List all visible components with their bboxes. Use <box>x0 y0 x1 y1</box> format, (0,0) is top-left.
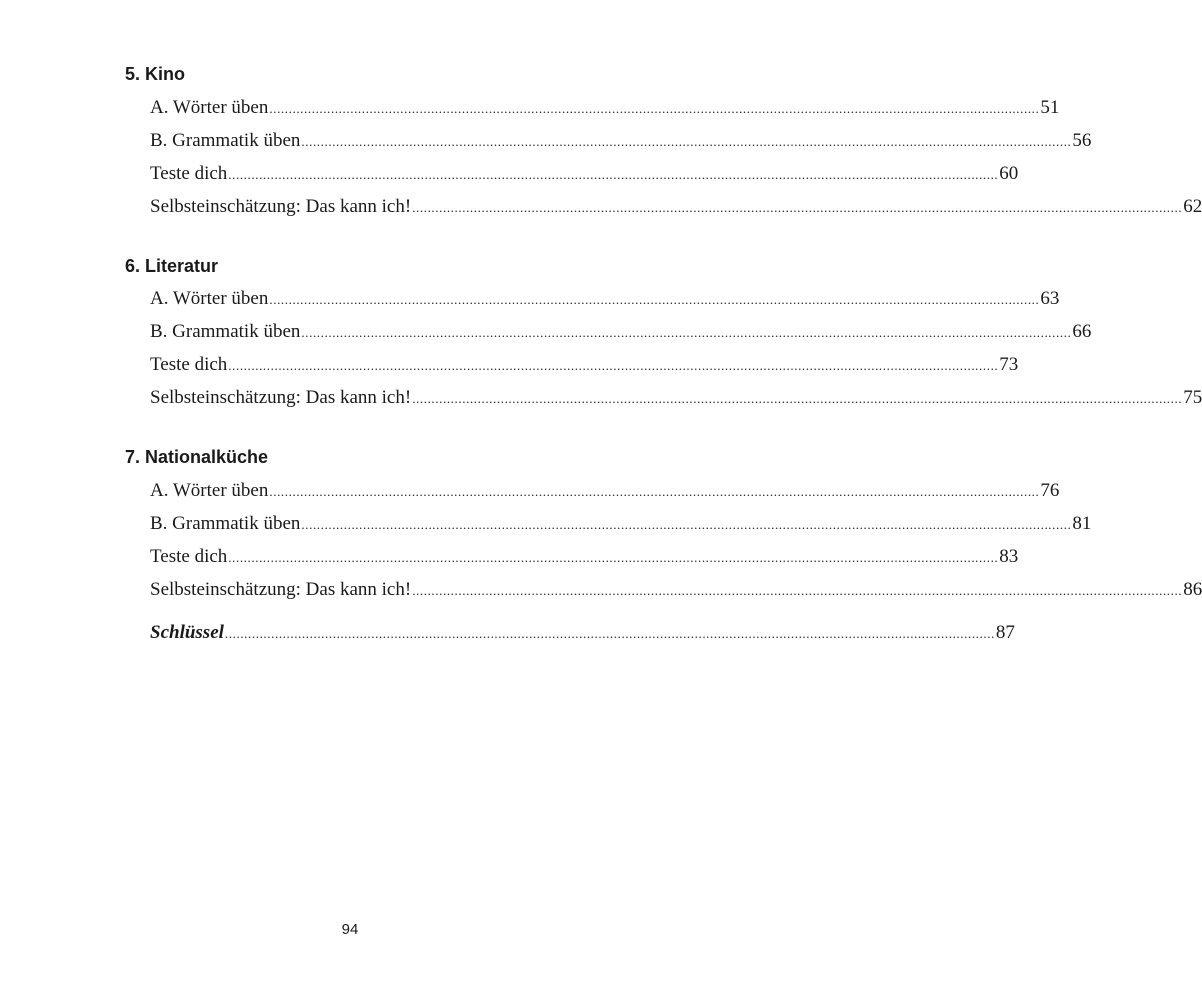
dot-leader: ........................................................................................................................................................................................................ <box>269 292 1040 307</box>
dot-leader: ........................................................................................................................................................................................................ <box>301 517 1072 532</box>
toc-entry[interactable] <box>150 478 1060 504</box>
section-title-literatur: 6. Literatur <box>125 256 219 276</box>
toc-entry-label: Teste dich <box>150 163 228 184</box>
toc-entry-label: B. Grammatik üben <box>150 130 301 151</box>
toc-entry[interactable] <box>150 385 1202 411</box>
toc-entry[interactable] <box>150 577 1202 603</box>
toc-entry[interactable] <box>150 286 1060 312</box>
toc-entry[interactable] <box>150 352 1019 378</box>
toc-entry-label: A. Wörter üben <box>150 480 269 501</box>
dot-leader: ........................................................................................................................................................................................................ <box>301 134 1072 149</box>
dot-leader: ........................................................................................................................................................................................................ <box>269 484 1040 499</box>
toc-entry-page: 75 <box>1183 387 1202 408</box>
dot-leader: ........................................................................................................................................................................................................ <box>224 626 995 641</box>
toc-entry-page: 60 <box>999 163 1019 184</box>
toc-entry-page: 76 <box>1040 480 1060 501</box>
toc-entry-page: 86 <box>1183 579 1202 600</box>
dot-leader: ........................................................................................................................................................................................................ <box>228 167 999 182</box>
section-title-kino: 5. Kino <box>125 64 186 84</box>
toc-entry-label: Schlüssel <box>150 622 224 643</box>
toc-entry-page: 62 <box>1183 196 1202 217</box>
toc-entry[interactable] <box>150 319 1092 345</box>
dot-leader: ........................................................................................................................................................................................................ <box>412 391 1183 406</box>
toc-entry-page: 66 <box>1072 321 1092 342</box>
toc-entry[interactable] <box>150 161 1019 187</box>
toc-entry[interactable] <box>150 95 1060 121</box>
toc-entry-label: Teste dich <box>150 546 228 567</box>
dot-leader: ........................................................................................................................................................................................................ <box>301 325 1072 340</box>
dot-leader: ........................................................................................................................................................................................................ <box>269 101 1040 116</box>
toc-entry[interactable] <box>150 194 1202 220</box>
toc-entry-page: 63 <box>1040 288 1060 309</box>
toc-entry-label: B. Grammatik üben <box>150 321 301 342</box>
toc-entry-page: 81 <box>1072 513 1092 534</box>
toc-entry-label: A. Wörter üben <box>150 97 269 118</box>
toc-entry-label: Selbsteinschätzung: Das kann ich! <box>150 387 412 408</box>
dot-leader: ........................................................................................................................................................................................................ <box>412 200 1183 215</box>
toc-entry-label: Selbsteinschätzung: Das kann ich! <box>150 196 412 217</box>
toc-entry-key[interactable] <box>150 620 1015 646</box>
toc-entry-label: Teste dich <box>150 354 228 375</box>
dot-leader: ........................................................................................................................................................................................................ <box>412 583 1183 598</box>
toc-entry[interactable] <box>150 544 1019 570</box>
dot-leader: ........................................................................................................................................................................................................ <box>228 550 999 565</box>
toc-entry[interactable] <box>150 511 1092 537</box>
page-number: 94 <box>341 921 359 938</box>
toc-entry-label: Selbsteinschätzung: Das kann ich! <box>150 579 412 600</box>
toc-entry-label: B. Grammatik üben <box>150 513 301 534</box>
dot-leader: ........................................................................................................................................................................................................ <box>228 358 999 373</box>
toc-entry-page: 87 <box>995 622 1015 643</box>
toc-entry-page: 56 <box>1072 130 1092 151</box>
toc-entry-page: 51 <box>1040 97 1060 118</box>
toc-entry-page: 83 <box>999 546 1019 567</box>
toc-entry-label: A. Wörter üben <box>150 288 269 309</box>
toc-entry[interactable] <box>150 128 1092 154</box>
toc-entry-page: 73 <box>999 354 1019 375</box>
section-title-nationalkueche: 7. Nationalküche <box>125 447 269 467</box>
